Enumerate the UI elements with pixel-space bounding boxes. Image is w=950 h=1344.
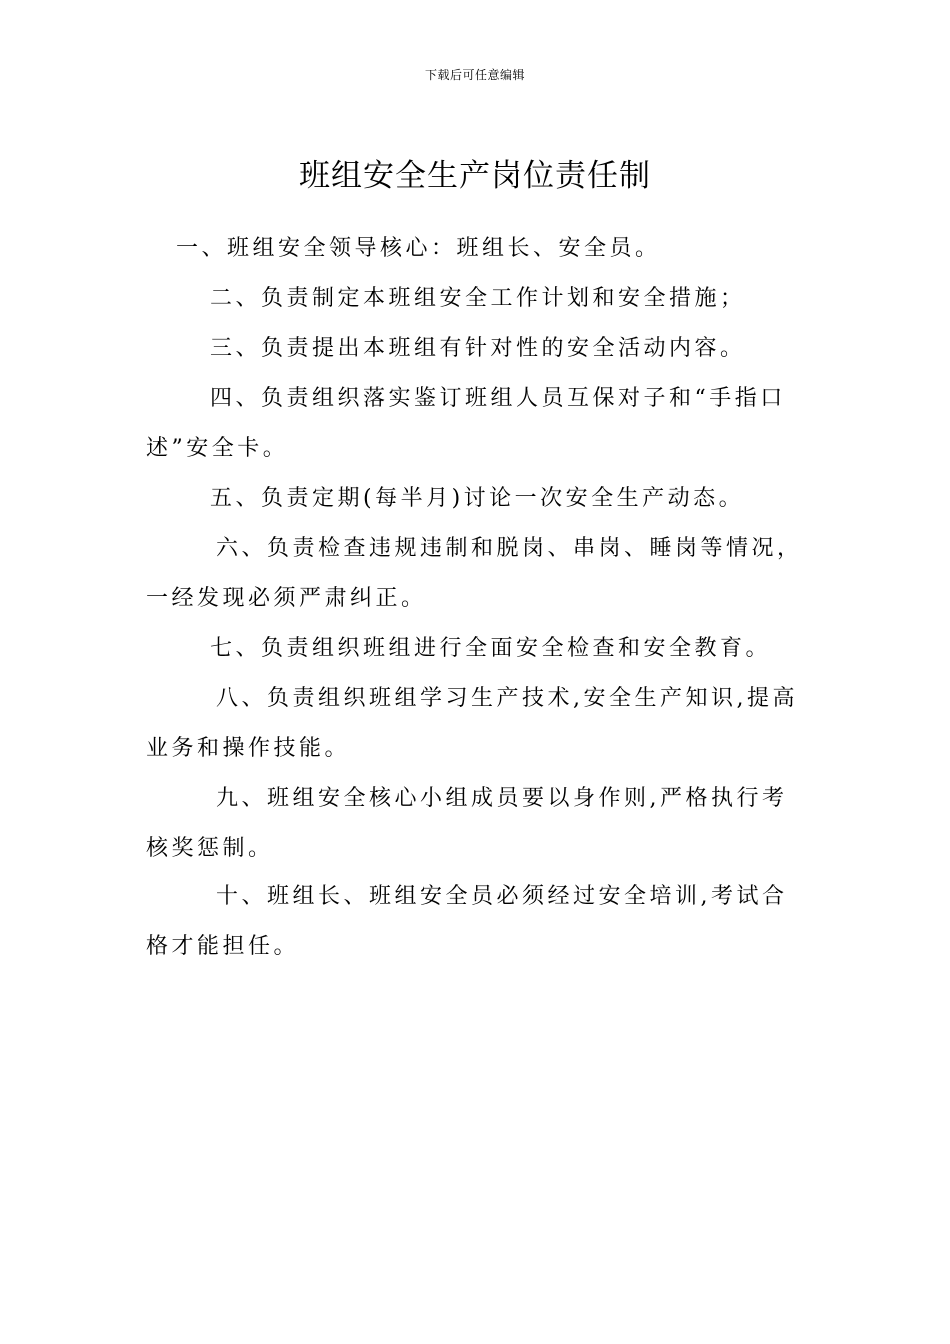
clause-2 (146, 274, 876, 324)
header-note: 下载后可任意编辑 (424, 68, 525, 82)
page-title: 班组安全生产岗位责任制 (299, 158, 651, 194)
clause-line: 述”安全卡。 (146, 436, 289, 461)
clause-line: 九、班组安全核心小组成员要以身作则,严格执行考 (216, 786, 788, 811)
clause-3 (146, 324, 876, 374)
clause-line: 五、负责定期(每半月)讨论一次安全生产动态。 (210, 486, 745, 511)
clause-line: 四、负责组织落实鉴订班组人员互保对子和“手指口 (210, 386, 786, 411)
clause-4 (146, 374, 812, 474)
clause-line: 一、班组安全领导核心：班组长、安全员。 (176, 236, 661, 261)
clause-1 (146, 224, 842, 274)
clause-8 (146, 674, 812, 774)
clause-line: 七、负责组织班组进行全面安全检查和安全教育。 (210, 636, 772, 661)
clause-line: 八、负责组织班组学习生产技术,安全生产知识,提高 (216, 686, 798, 711)
clause-6 (146, 524, 812, 624)
clause-line: 三、负责提出本班组有针对性的安全活动内容。 (210, 336, 746, 361)
clause-line: 核奖惩制。 (146, 836, 274, 861)
clause-line: 六、负责检查违规违制和脱岗、串岗、睡岗等情况， (216, 536, 803, 561)
clause-line: 十、班组长、班组安全员必须经过安全培训,考试合 (216, 884, 788, 909)
clause-7 (146, 624, 876, 674)
clause-10 (146, 872, 812, 972)
clause-line: 业务和操作技能。 (146, 736, 351, 761)
clause-line: 二、负责制定本班组安全工作计划和安全措施； (210, 286, 746, 311)
clause-line: 格才能担任。 (146, 934, 300, 959)
clause-5 (146, 474, 876, 524)
clause-9 (146, 774, 812, 874)
clause-line: 一经发现必须严肃纠正。 (146, 586, 427, 611)
